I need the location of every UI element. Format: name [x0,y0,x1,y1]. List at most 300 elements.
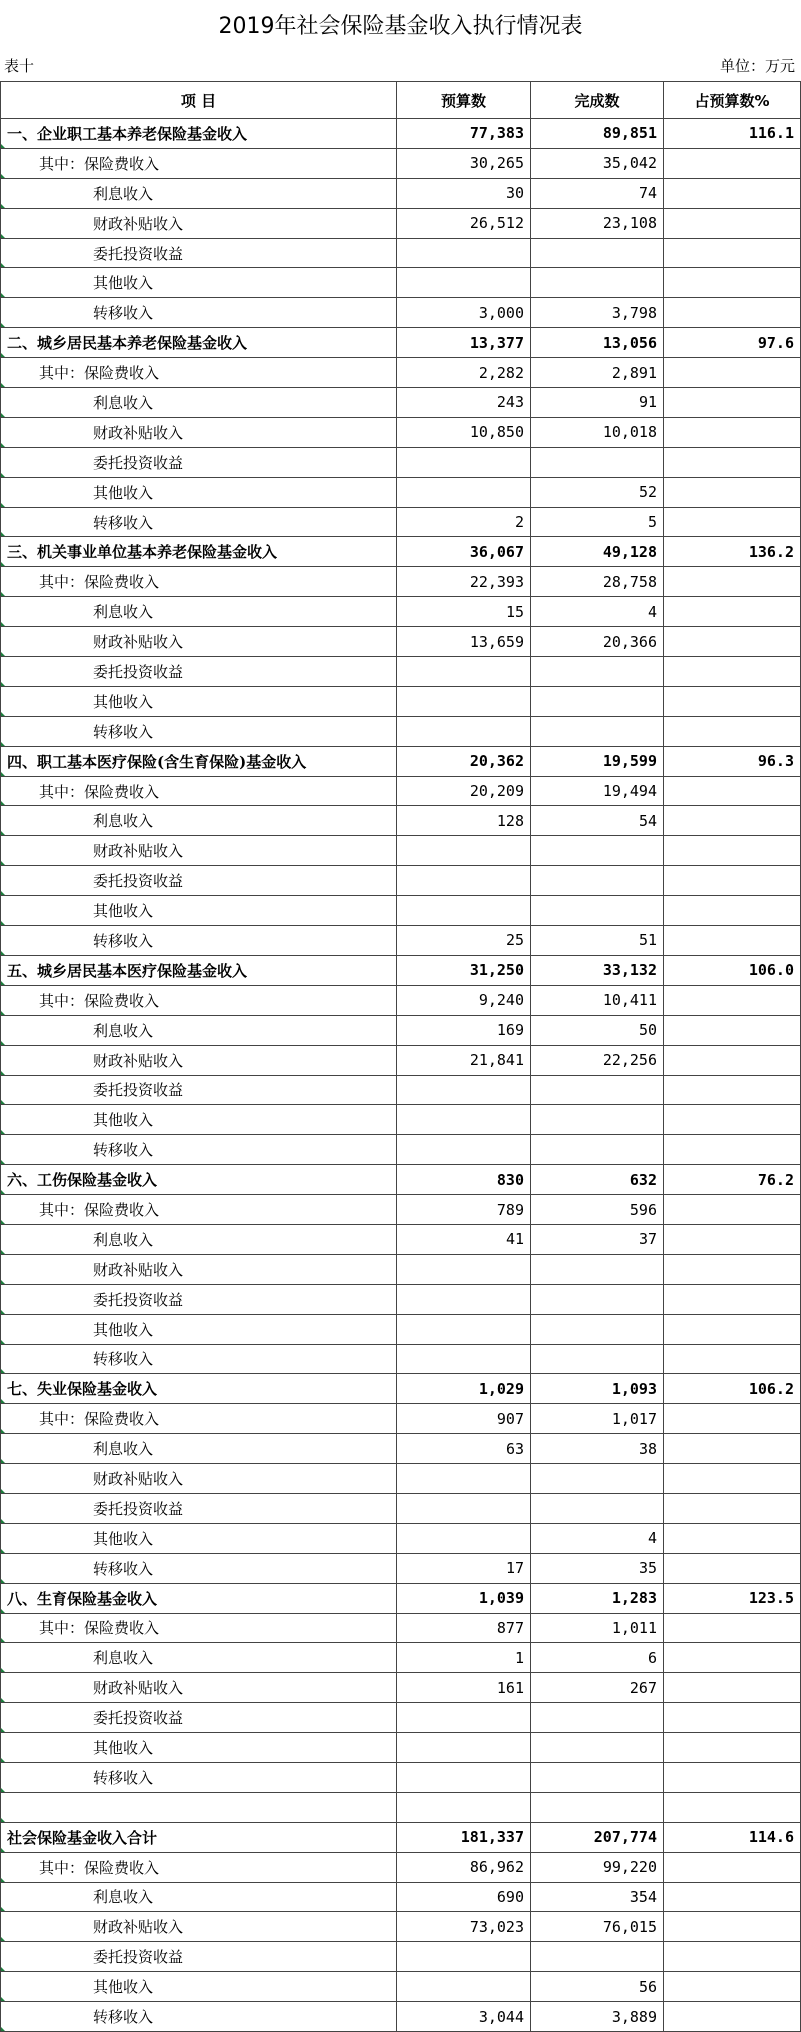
table-row [1,447,801,477]
cell-actual[interactable] [531,1493,664,1523]
cell-item[interactable]: 转移收入 [1,1344,397,1374]
cell-percent[interactable] [664,806,801,836]
table-row [1,1553,801,1583]
table-row [1,1942,801,1972]
cell-percent[interactable] [664,388,801,418]
cell-budget[interactable]: 2 [397,507,531,537]
cell-budget[interactable]: 3,044 [397,2002,531,2032]
cell-percent[interactable] [664,836,801,866]
cell-item[interactable]: 其中：保险费收入 [1,776,397,806]
cell-budget[interactable]: 907 [397,1404,531,1434]
cell-item[interactable]: 委托投资收益 [1,447,397,477]
cell-actual[interactable] [531,1792,664,1822]
cell-percent[interactable] [664,686,801,716]
cell-percent[interactable]: 97.6 [664,328,801,358]
cell-actual[interactable]: 267 [531,1673,664,1703]
cell-actual[interactable]: 4 [531,597,664,627]
cell-item[interactable]: 其他收入 [1,268,397,298]
table-row [1,1404,801,1434]
cell-actual[interactable] [531,1703,664,1733]
cell-item[interactable]: 其他收入 [1,1105,397,1135]
cell-actual[interactable] [531,1314,664,1344]
cell-percent[interactable]: 114.6 [664,1822,801,1852]
cell-budget[interactable]: 77,383 [397,119,531,149]
table-row [1,1673,801,1703]
cell-percent[interactable] [664,716,801,746]
table-row [1,1493,801,1523]
cell-item[interactable]: 转移收入 [1,507,397,537]
cell-actual[interactable]: 74 [531,178,664,208]
cell-percent[interactable] [664,1912,801,1942]
cell-budget[interactable] [397,1733,531,1763]
cell-item[interactable]: 委托投资收益 [1,1284,397,1314]
cell-actual[interactable] [531,1075,664,1105]
cell-item[interactable]: 委托投资收益 [1,1703,397,1733]
cell-item[interactable]: 利息收入 [1,806,397,836]
cell-budget[interactable]: 128 [397,806,531,836]
cell-percent[interactable]: 123.5 [664,1583,801,1613]
cell-percent[interactable]: 116.1 [664,119,801,149]
cell-percent[interactable] [664,1762,801,1792]
cell-item[interactable]: 利息收入 [1,1434,397,1464]
cell-budget[interactable] [397,1523,531,1553]
cell-budget[interactable] [397,1075,531,1105]
cell-percent[interactable] [664,985,801,1015]
cell-percent[interactable] [664,1852,801,1882]
cell-actual[interactable]: 33,132 [531,955,664,985]
table-row [1,866,801,896]
cell-actual[interactable] [531,238,664,268]
cell-budget[interactable]: 181,337 [397,1822,531,1852]
cell-item[interactable]: 财政补贴收入 [1,1254,397,1284]
cell-item[interactable]: 转移收入 [1,716,397,746]
cell-budget[interactable]: 20,209 [397,776,531,806]
cell-item[interactable]: 五、城乡居民基本医疗保险基金收入 [1,955,397,985]
cell-actual[interactable]: 38 [531,1434,664,1464]
cell-percent[interactable] [664,2002,801,2032]
cell-actual[interactable]: 99,220 [531,1852,664,1882]
cell-actual[interactable] [531,657,664,687]
cell-percent[interactable] [664,1464,801,1494]
cell-percent[interactable] [664,417,801,447]
cell-actual[interactable]: 49,128 [531,537,664,567]
cell-item[interactable]: 转移收入 [1,1762,397,1792]
cell-item[interactable]: 财政补贴收入 [1,1045,397,1075]
cell-percent[interactable] [664,477,801,507]
cell-item[interactable]: 其中：保险费收入 [1,1613,397,1643]
cell-actual[interactable]: 6 [531,1643,664,1673]
table-row [1,836,801,866]
cell-percent[interactable] [664,1045,801,1075]
cell-actual[interactable]: 56 [531,1972,664,2002]
cell-item[interactable]: 其他收入 [1,1733,397,1763]
cell-actual[interactable]: 207,774 [531,1822,664,1852]
cell-actual[interactable]: 596 [531,1195,664,1225]
cell-percent[interactable] [664,1105,801,1135]
cell-item[interactable]: 财政补贴收入 [1,417,397,447]
cell-percent[interactable] [664,1314,801,1344]
table-row [1,597,801,627]
cell-percent[interactable] [664,1254,801,1284]
cell-item[interactable] [1,1792,397,1822]
cell-item[interactable]: 三、机关事业单位基本养老保险基金收入 [1,537,397,567]
cell-percent[interactable] [664,776,801,806]
cell-item[interactable]: 其中：保险费收入 [1,985,397,1015]
cell-percent[interactable] [664,298,801,328]
cell-percent[interactable] [664,1434,801,1464]
cell-percent[interactable]: 136.2 [664,537,801,567]
cell-actual[interactable]: 4 [531,1523,664,1553]
cell-budget[interactable] [397,477,531,507]
cell-budget[interactable]: 1,039 [397,1583,531,1613]
cell-item[interactable]: 二、城乡居民基本养老保险基金收入 [1,328,397,358]
cell-budget[interactable]: 243 [397,388,531,418]
cell-item[interactable]: 转移收入 [1,1553,397,1583]
cell-item[interactable]: 利息收入 [1,597,397,627]
cell-budget[interactable]: 10,850 [397,417,531,447]
cell-actual[interactable]: 23,108 [531,208,664,238]
cell-percent[interactable] [664,657,801,687]
cell-actual[interactable]: 91 [531,388,664,418]
cell-budget[interactable] [397,1942,531,1972]
cell-item[interactable]: 其他收入 [1,896,397,926]
cell-budget[interactable]: 690 [397,1882,531,1912]
cell-percent[interactable] [664,1792,801,1822]
table-row [1,686,801,716]
cell-actual[interactable] [531,1942,664,1972]
cell-percent[interactable] [664,597,801,627]
table-row [1,896,801,926]
cell-budget[interactable] [397,686,531,716]
table-row [1,358,801,388]
cell-budget[interactable] [397,238,531,268]
cell-actual[interactable]: 354 [531,1882,664,1912]
table-row [1,1613,801,1643]
table-title: 2019年社会保险基金收入执行情况表 [218,13,583,39]
cell-actual[interactable]: 1,011 [531,1613,664,1643]
cell-budget[interactable]: 1,029 [397,1374,531,1404]
cell-actual[interactable] [531,1762,664,1792]
cell-actual[interactable]: 20,366 [531,627,664,657]
cell-actual[interactable]: 76,015 [531,1912,664,1942]
cell-item[interactable]: 其中：保险费收入 [1,1404,397,1434]
cell-percent[interactable] [664,1673,801,1703]
cell-item[interactable]: 委托投资收益 [1,1942,397,1972]
cell-percent[interactable] [664,1942,801,1972]
cell-percent[interactable]: 96.3 [664,746,801,776]
header-percent[interactable]: 占预算数% [664,82,801,119]
income-table [0,81,801,2032]
cell-percent[interactable] [664,178,801,208]
table-row [1,1464,801,1494]
cell-item[interactable]: 委托投资收益 [1,1493,397,1523]
cell-percent[interactable] [664,1643,801,1673]
cell-percent[interactable] [664,208,801,238]
cell-percent[interactable]: 76.2 [664,1165,801,1195]
cell-actual[interactable] [531,716,664,746]
table-row [1,1015,801,1045]
cell-actual[interactable] [531,836,664,866]
cell-actual[interactable]: 10,411 [531,985,664,1015]
cell-item[interactable]: 委托投资收益 [1,657,397,687]
table-row [1,1165,801,1195]
cell-actual[interactable] [531,1464,664,1494]
cell-item[interactable]: 四、职工基本医疗保险(含生育保险)基金收入 [1,746,397,776]
cell-budget[interactable]: 26,512 [397,208,531,238]
cell-item[interactable]: 其他收入 [1,686,397,716]
cell-percent[interactable] [664,507,801,537]
cell-percent[interactable] [664,627,801,657]
cell-budget[interactable]: 21,841 [397,1045,531,1075]
header-budget[interactable]: 预算数 [397,82,531,119]
cell-percent[interactable] [664,447,801,477]
cell-percent[interactable] [664,1703,801,1733]
table-row [1,238,801,268]
cell-actual[interactable] [531,1344,664,1374]
cell-item[interactable]: 社会保险基金收入合计 [1,1822,397,1852]
cell-actual[interactable]: 19,599 [531,746,664,776]
cell-percent[interactable] [664,926,801,956]
cell-budget[interactable]: 25 [397,926,531,956]
cell-budget[interactable] [397,1344,531,1374]
cell-item[interactable]: 转移收入 [1,298,397,328]
table-row [1,268,801,298]
cell-item[interactable]: 委托投资收益 [1,238,397,268]
cell-percent[interactable] [664,1733,801,1763]
cell-item[interactable]: 财政补贴收入 [1,1912,397,1942]
table-row [1,985,801,1015]
header-actual[interactable]: 完成数 [531,82,664,119]
cell-budget[interactable]: 9,240 [397,985,531,1015]
cell-percent[interactable] [664,1972,801,2002]
table-row [1,1075,801,1105]
cell-budget[interactable] [397,447,531,477]
cell-actual[interactable] [531,1254,664,1284]
cell-item[interactable]: 财政补贴收入 [1,627,397,657]
cell-item[interactable]: 财政补贴收入 [1,1464,397,1494]
table-row [1,716,801,746]
cell-budget[interactable] [397,1314,531,1344]
cell-item[interactable]: 八、生育保险基金收入 [1,1583,397,1613]
cell-actual[interactable]: 89,851 [531,119,664,149]
cell-percent[interactable] [664,268,801,298]
cell-budget[interactable]: 17 [397,1553,531,1583]
table-row [1,1045,801,1075]
table-row [1,1523,801,1553]
header-item[interactable]: 项 目 [1,82,397,119]
cell-percent[interactable] [664,1613,801,1643]
cell-budget[interactable]: 15 [397,597,531,627]
cell-item[interactable]: 委托投资收益 [1,1075,397,1105]
cell-actual[interactable]: 51 [531,926,664,956]
cell-actual[interactable]: 13,056 [531,328,664,358]
table-row [1,955,801,985]
cell-budget[interactable] [397,1762,531,1792]
cell-item[interactable]: 七、失业保险基金收入 [1,1374,397,1404]
cell-item[interactable]: 其中：保险费收入 [1,358,397,388]
cell-budget[interactable] [397,1792,531,1822]
cell-item[interactable]: 委托投资收益 [1,866,397,896]
cell-actual[interactable]: 3,889 [531,2002,664,2032]
cell-budget[interactable] [397,896,531,926]
cell-actual[interactable] [531,866,664,896]
cell-actual[interactable] [531,1135,664,1165]
table-row [1,1733,801,1763]
cell-item[interactable]: 转移收入 [1,2002,397,2032]
cell-item[interactable]: 财政补贴收入 [1,836,397,866]
cell-percent[interactable] [664,148,801,178]
cell-item[interactable]: 其他收入 [1,477,397,507]
cell-actual[interactable]: 1,093 [531,1374,664,1404]
cell-item[interactable]: 其他收入 [1,1314,397,1344]
cell-budget[interactable] [397,1703,531,1733]
cell-actual[interactable]: 10,018 [531,417,664,447]
cell-actual[interactable]: 35 [531,1553,664,1583]
cell-actual[interactable]: 22,256 [531,1045,664,1075]
cell-actual[interactable] [531,1284,664,1314]
cell-percent[interactable] [664,238,801,268]
cell-item[interactable]: 其中：保险费收入 [1,567,397,597]
cell-budget[interactable] [397,657,531,687]
cell-budget[interactable]: 3,000 [397,298,531,328]
cell-item[interactable]: 其中：保险费收入 [1,148,397,178]
cell-item[interactable]: 转移收入 [1,1135,397,1165]
table-row [1,1254,801,1284]
cell-percent[interactable] [664,358,801,388]
cell-actual[interactable]: 19,494 [531,776,664,806]
cell-item[interactable]: 财政补贴收入 [1,1673,397,1703]
cell-actual[interactable]: 35,042 [531,148,664,178]
cell-percent[interactable] [664,1015,801,1045]
table-body [1,119,801,2032]
cell-budget[interactable] [397,716,531,746]
cell-actual[interactable]: 2,891 [531,358,664,388]
table-row [1,208,801,238]
cell-item[interactable]: 利息收入 [1,1015,397,1045]
cell-actual[interactable]: 1,283 [531,1583,664,1613]
cell-item[interactable]: 其他收入 [1,1972,397,2002]
cell-item[interactable]: 利息收入 [1,1224,397,1254]
cell-percent[interactable] [664,1284,801,1314]
cell-budget[interactable]: 30 [397,178,531,208]
cell-item[interactable]: 其中：保险费收入 [1,1195,397,1225]
table-row [1,806,801,836]
cell-budget[interactable]: 73,023 [397,1912,531,1942]
cell-budget[interactable]: 830 [397,1165,531,1195]
cell-item[interactable]: 利息收入 [1,1882,397,1912]
cell-budget[interactable] [397,866,531,896]
cell-percent[interactable] [664,1224,801,1254]
cell-percent[interactable] [664,866,801,896]
table-row [1,148,801,178]
cell-actual[interactable]: 3,798 [531,298,664,328]
table-row [1,627,801,657]
cell-actual[interactable] [531,1733,664,1763]
cell-budget[interactable] [397,1105,531,1135]
cell-actual[interactable] [531,686,664,716]
cell-percent[interactable] [664,1553,801,1583]
cell-actual[interactable]: 5 [531,507,664,537]
cell-budget[interactable]: 877 [397,1613,531,1643]
cell-percent[interactable] [664,567,801,597]
cell-budget[interactable]: 13,659 [397,627,531,657]
cell-item[interactable]: 六、工伤保险基金收入 [1,1165,397,1195]
cell-budget[interactable]: 1 [397,1643,531,1673]
cell-actual[interactable]: 37 [531,1224,664,1254]
cell-percent[interactable] [664,1493,801,1523]
cell-actual[interactable] [531,1105,664,1135]
cell-budget[interactable] [397,1464,531,1494]
cell-percent[interactable]: 106.0 [664,955,801,985]
cell-item[interactable]: 转移收入 [1,926,397,956]
cell-actual[interactable] [531,268,664,298]
cell-percent[interactable] [664,1882,801,1912]
cell-budget[interactable]: 20,362 [397,746,531,776]
cell-item[interactable]: 财政补贴收入 [1,208,397,238]
table-id: 表十 [4,57,35,75]
cell-actual[interactable]: 52 [531,477,664,507]
cell-budget[interactable]: 31,250 [397,955,531,985]
cell-budget[interactable] [397,268,531,298]
cell-percent[interactable]: 106.2 [664,1374,801,1404]
table-row [1,926,801,956]
cell-budget[interactable]: 41 [397,1224,531,1254]
cell-budget[interactable]: 13,377 [397,328,531,358]
cell-actual[interactable] [531,896,664,926]
cell-actual[interactable]: 632 [531,1165,664,1195]
cell-percent[interactable] [664,1523,801,1553]
cell-percent[interactable] [664,1075,801,1105]
table-row [1,1284,801,1314]
cell-percent[interactable] [664,1404,801,1434]
cell-item[interactable]: 其中：保险费收入 [1,1852,397,1882]
cell-item[interactable]: 利息收入 [1,178,397,208]
cell-budget[interactable] [397,1493,531,1523]
table-row [1,298,801,328]
cell-actual[interactable]: 1,017 [531,1404,664,1434]
table-row [1,1344,801,1374]
cell-percent[interactable] [664,1135,801,1165]
cell-budget[interactable]: 30,265 [397,148,531,178]
cell-budget[interactable]: 36,067 [397,537,531,567]
cell-percent[interactable] [664,1195,801,1225]
cell-item[interactable]: 利息收入 [1,388,397,418]
cell-budget[interactable] [397,1284,531,1314]
cell-item[interactable]: 利息收入 [1,1643,397,1673]
cell-budget[interactable]: 22,393 [397,567,531,597]
cell-actual[interactable]: 54 [531,806,664,836]
cell-actual[interactable]: 50 [531,1015,664,1045]
cell-budget[interactable]: 86,962 [397,1852,531,1882]
cell-budget[interactable] [397,1254,531,1284]
table-row [1,1583,801,1613]
cell-budget[interactable]: 161 [397,1673,531,1703]
cell-budget[interactable]: 789 [397,1195,531,1225]
cell-item[interactable]: 其他收入 [1,1523,397,1553]
cell-budget[interactable] [397,1135,531,1165]
cell-actual[interactable]: 28,758 [531,567,664,597]
cell-budget[interactable]: 63 [397,1434,531,1464]
cell-budget[interactable] [397,1972,531,2002]
cell-budget[interactable]: 2,282 [397,358,531,388]
cell-actual[interactable] [531,447,664,477]
cell-item[interactable]: 一、企业职工基本养老保险基金收入 [1,119,397,149]
table-row [1,657,801,687]
cell-percent[interactable] [664,1344,801,1374]
cell-budget[interactable]: 169 [397,1015,531,1045]
cell-percent[interactable] [664,896,801,926]
cell-budget[interactable] [397,836,531,866]
